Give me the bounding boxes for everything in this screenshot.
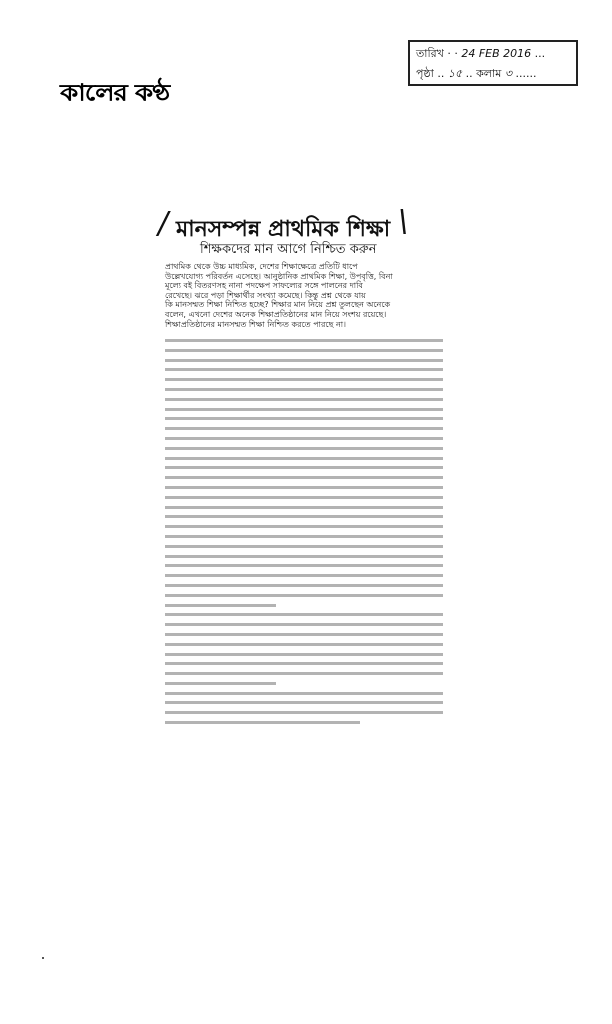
scanned-text-line <box>165 339 443 342</box>
scanned-text-line <box>165 613 443 616</box>
scanned-text-line <box>165 506 443 509</box>
body-line: প্রাথমিক থেকে উচ্চ মাধ্যমিক, দেশের শিক্ষাক্ষেত্রে প্রতিটি ধাপে <box>165 262 358 271</box>
scanned-text-line <box>165 623 443 626</box>
column-value: ৩ <box>504 67 512 80</box>
scanned-text-line <box>165 662 443 665</box>
scanned-text-line <box>165 701 443 704</box>
stamp-page-row: পৃষ্ঠা .. ১৫ .. কলাম ৩ ...... <box>416 67 537 80</box>
clipping-stamp <box>408 40 578 86</box>
scanned-text-line <box>165 643 443 646</box>
column-label: কলাম <box>476 67 502 80</box>
scanned-text-line <box>165 525 443 528</box>
body-line: মূল্যে বই বিতরণসহ নানা পদক্ষেপ সাফল্যের সঙ্গে পালনের দাবি <box>165 281 363 291</box>
scan-speck <box>42 957 44 959</box>
scanned-text-line <box>165 417 443 420</box>
date-label: তারিখ <box>416 47 444 60</box>
scanned-text-line <box>165 535 443 538</box>
date-value: 24 FEB 2016 <box>461 47 532 60</box>
scanned-text-line <box>165 368 443 371</box>
scanned-text-line <box>165 437 443 440</box>
scanned-text-line <box>165 594 443 597</box>
article-title: মানসম্পন্ন প্রাথমিক শিক্ষা <box>176 217 391 242</box>
scanned-text-line <box>165 692 443 695</box>
stamp-date-row: তারিখ · · 24 FEB 2016 ... <box>416 47 546 60</box>
scanned-text-line <box>165 466 443 469</box>
scanned-text-line <box>165 555 443 558</box>
scanned-text-line <box>165 398 443 401</box>
newspaper-masthead-logo: কালের কণ্ঠ <box>60 79 170 107</box>
scanned-text-line <box>165 574 443 577</box>
scanned-text-line <box>165 486 443 489</box>
scanned-text-line <box>165 378 443 381</box>
scanned-text-line <box>165 564 443 567</box>
scanned-text-line <box>165 349 443 352</box>
scanned-text-line <box>165 515 443 518</box>
article-body-opening <box>165 262 443 329</box>
scanned-text-line <box>165 545 443 548</box>
scanned-text-line <box>165 672 443 675</box>
scanned-text-line <box>165 682 276 685</box>
page-label: পৃষ্ঠা <box>416 67 434 80</box>
body-line: কি মানসম্মত শিক্ষা নিশ্চিত হচ্ছে? শিক্ষার মান নিয়ে প্রশ্ন তুলছেন অনেকে <box>165 300 391 310</box>
pen-mark-right: \ <box>398 204 409 239</box>
body-line: শিক্ষাপ্রতিষ্ঠানের মানসম্মত শিক্ষা নিশ্চিত করতে পারছে না। <box>165 319 346 329</box>
scanned-text-line <box>165 447 443 450</box>
scanned-text-line <box>165 496 443 499</box>
scanned-text-line <box>165 604 276 607</box>
scanned-text-line <box>165 359 443 362</box>
body-line: রেখেছে। ঝরে পড়া শিক্ষার্থীর সংখ্যা কমেছে। কিন্তু প্রশ্ন থেকে যায় <box>165 290 366 300</box>
scanned-text-line <box>165 711 443 714</box>
scanned-text-line <box>165 721 360 724</box>
scanned-text-line <box>165 584 443 587</box>
scanned-text-line <box>165 427 443 430</box>
scanned-text-line <box>165 476 443 479</box>
scanned-text-line <box>165 388 443 391</box>
article-body-illegible-text <box>165 339 443 731</box>
scanned-text-line <box>165 457 443 460</box>
article-subtitle: শিক্ষকদের মান আগে নিশ্চিত করুন <box>200 242 377 257</box>
pen-mark-left: / <box>158 206 169 241</box>
body-line: বলেন, এখনো দেশের অনেক শিক্ষাপ্রতিষ্ঠানের মান নিয়ে সংশয় রয়েছে। <box>165 309 387 319</box>
page-value: ১৫ <box>447 67 463 80</box>
scanned-text-line <box>165 408 443 411</box>
body-line: উল্লেখযোগ্য পরিবর্তন এসেছে। আনুষ্ঠানিক প্রাথমিক শিক্ষা, উপবৃত্তি, বিনা <box>165 271 393 281</box>
scanned-text-line <box>165 633 443 636</box>
scanned-text-line <box>165 653 443 656</box>
